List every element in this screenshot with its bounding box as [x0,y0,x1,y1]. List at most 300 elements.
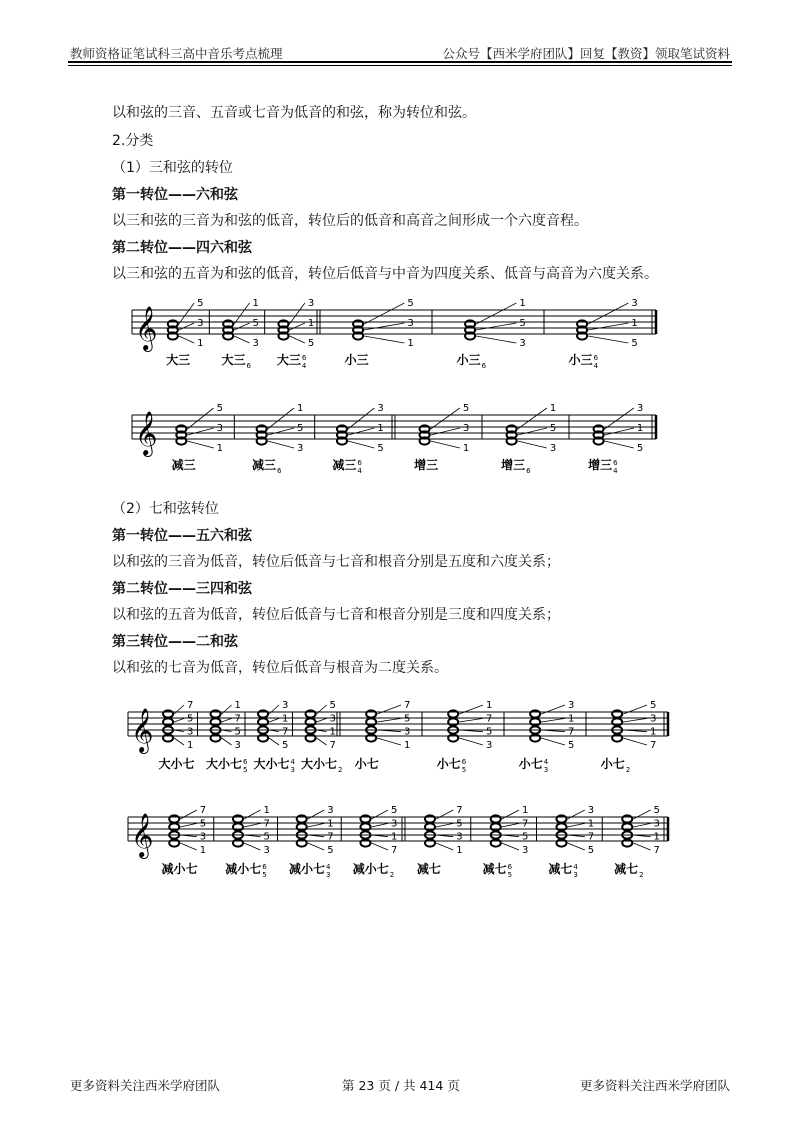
chord-name: 大三 [221,353,246,367]
label-leader-line [364,336,404,343]
note-head [169,839,179,846]
label-leader-line [174,738,184,745]
chord-name: 小七 [600,757,625,771]
interval-label: 1 [649,726,657,738]
chord-name: 减小七 [161,862,198,876]
note-head [425,839,435,846]
label-leader-line [518,408,547,429]
interval-label: 1 [519,298,526,309]
note-head [612,734,622,741]
label-leader-line [179,303,194,324]
label-leader-line [459,718,483,722]
note-head [612,718,622,725]
label-leader-line [222,705,232,714]
chord-name: 减小七 [225,862,262,876]
label-leader-line [187,428,213,435]
interval-label: 5 [653,805,660,816]
note-head [530,718,540,725]
label-leader-line [348,428,374,435]
interval-label: 1 [485,700,493,711]
note-head [297,823,307,830]
label-leader-line [567,810,584,819]
chord-name: 减七 [416,862,441,876]
note-head [622,823,632,830]
note-head [360,815,370,822]
figure-sub: 5 [243,766,248,774]
note-head [233,815,243,822]
interval-label: 3 [649,713,657,725]
interval-label: 7 [567,726,575,738]
label-leader-line [623,705,647,714]
figure-sub: 4 [613,467,618,475]
treble-clef-icon: 𝄞 [135,306,158,350]
interval-label: 7 [587,831,595,843]
header-rule-thin [68,65,732,66]
label-leader-line [436,810,453,819]
figure-sub: 2 [639,871,644,879]
interval-label: 1 [307,318,315,329]
label-leader-line [317,705,327,714]
chord-name: 大小七 [158,757,195,771]
note-head [211,734,221,741]
intro-text: 以和弦的三音、五音或七音为低音的和弦，称为转位和弦。 [112,105,476,121]
interval-label: 3 [296,443,304,454]
label-leader-line [518,441,547,448]
interval-label: 3 [252,338,259,349]
header-rule-thick [68,61,732,63]
interval-label: 1 [462,443,470,454]
figure-sup: 4 [325,863,331,871]
label-leader-line [317,738,327,745]
figure-sub: 4 [593,362,599,370]
label-leader-line [364,303,404,324]
seventh-staff-2 [0,795,800,885]
note-head [163,710,173,717]
note-head [622,839,632,846]
label-leader-line [377,738,401,745]
figure-sub: 3 [290,766,296,774]
label-leader-line [588,323,628,330]
label-leader-line [588,303,628,324]
interval-label: 1 [456,845,463,856]
header-left: 教师资格证笔试科三高中音乐考点梳理 [70,46,283,61]
chord-name: 减三 [332,458,357,472]
interval-label: 5 [307,338,315,349]
figure-sub: 5 [461,766,467,774]
label-leader-line [289,303,304,324]
label-leader-line [633,823,650,827]
interval-label: 1 [567,713,575,725]
interval-label: 7 [329,740,336,751]
chord-name: 大三 [276,353,301,367]
note-head [530,710,540,717]
figure-sub: 3 [573,871,578,879]
note-head [306,734,316,741]
note-head [448,710,458,717]
triad-staff-1 [0,290,800,380]
label-leader-line [317,718,327,722]
note-head [491,839,501,846]
interval-label: 5 [263,831,270,843]
label-leader-line [180,823,197,827]
figure-sup: 6 [243,758,248,766]
chord-name: 大三 [166,353,191,367]
interval-label: 3 [187,726,194,738]
label-leader-line [605,441,634,448]
interval-label: 5 [282,740,289,751]
label-leader-line [502,823,519,827]
note-head [169,823,179,830]
seventh-staff-1 [0,690,800,780]
note-head [258,710,268,717]
note-head [258,734,268,741]
label-leader-line [308,843,325,850]
interval-label: 5 [252,318,259,329]
interval-label: 3 [377,403,384,414]
chord-name: 增三 [414,458,439,472]
figure-sup: 6 [507,863,513,871]
interval-label: 5 [199,818,207,830]
interval-label: 1 [329,726,336,738]
interval-label: 3 [282,700,289,711]
interval-label: 3 [199,831,207,843]
label-leader-line [541,705,565,714]
interval-label: 3 [485,740,493,751]
label-leader-line [377,718,401,722]
figure-sub: 3 [543,766,549,774]
note-head [448,734,458,741]
interval-label: 3 [519,338,526,349]
treble-clef-icon: 𝄞 [131,708,154,752]
label-leader-line [623,718,647,722]
label-leader-line [459,705,483,714]
figure-sub: 3 [325,871,331,879]
interval-label: 3 [636,403,644,414]
label-leader-line [289,336,304,343]
label-leader-line [633,810,650,819]
label-leader-line [234,323,249,330]
label-leader-line [476,303,516,324]
interval-label: 1 [327,818,334,830]
interval-label: 3 [407,318,414,329]
interval-label: 3 [197,318,204,329]
label-leader-line [371,810,388,819]
note-head [306,710,316,717]
interval-label: 5 [403,713,411,725]
label-leader-line [567,823,584,827]
interval-label: 5 [519,318,526,329]
label-leader-line [234,336,249,343]
interval-label: 3 [567,700,575,711]
label-leader-line [244,843,261,850]
label-leader-line [222,718,232,722]
label-leader-line [222,738,232,745]
chord-name: 小七 [436,757,461,771]
label-leader-line [605,428,634,435]
label-leader-line [436,823,453,827]
note-head [211,718,221,725]
note-head [169,815,179,822]
interval-label: 3 [234,740,241,751]
interval-label: 1 [199,845,207,856]
interval-label: 7 [234,713,241,725]
classify-heading: 2.分类 [112,133,154,149]
seventh-second-inversion-text: 以和弦的五音为低音，转位后低音与七音和根音分别是三度和四度关系； [112,607,560,623]
label-leader-line [179,323,194,330]
label-leader-line [605,408,634,429]
note-head [163,734,173,741]
interval-label: 7 [187,700,194,711]
label-leader-line [234,303,249,324]
label-leader-line [431,441,460,448]
label-leader-line [518,428,547,435]
chord-name: 小七 [518,757,543,771]
interval-label: 1 [263,805,270,816]
figure-sup: 6 [593,354,599,362]
label-leader-line [348,408,374,429]
note-head [556,839,566,846]
interval-label: 3 [390,818,398,830]
label-leader-line [289,323,304,330]
figure-sup: 6 [461,758,467,766]
note-head [233,839,243,846]
interval-label: 5 [329,700,336,711]
figure-sup: 6 [301,354,307,362]
note-head [360,839,370,846]
interval-label: 7 [403,700,411,711]
interval-label: 7 [456,805,463,816]
chord-name: 小三 [568,353,593,367]
note-head [556,815,566,822]
interval-label: 5 [485,726,493,738]
chord-name: 小七 [354,757,379,771]
triad-staff-2 [0,395,800,485]
interval-label: 1 [187,740,194,751]
label-leader-line [269,718,279,722]
interval-label: 7 [485,713,493,725]
interval-label: 3 [653,818,660,830]
interval-label: 7 [522,818,529,830]
label-leader-line [308,823,325,827]
figure-sub: 6 [246,362,251,370]
label-leader-line [268,441,294,448]
interval-label: 3 [631,298,638,309]
chord-name: 增三 [588,458,613,472]
chord-name: 大小七 [253,757,290,771]
label-leader-line [348,441,374,448]
interval-label: 5 [327,845,334,856]
figure-sub: 5 [507,871,513,879]
interval-label: 5 [456,818,463,830]
label-leader-line [308,810,325,819]
note-head [297,815,307,822]
interval-label: 5 [649,700,657,711]
treble-clef-icon: 𝄞 [131,813,154,857]
interval-label: 1 [377,423,384,434]
interval-label: 5 [567,740,575,751]
interval-label: 1 [216,443,224,454]
interval-label: 5 [587,845,595,856]
note-head [556,823,566,830]
label-leader-line [633,843,650,850]
interval-label: 1 [390,831,398,843]
label-leader-line [371,843,388,850]
label-leader-line [431,428,460,435]
interval-label: 3 [327,805,334,816]
label-leader-line [180,843,197,850]
note-head [491,823,501,830]
label-leader-line [476,336,516,343]
figure-sub: 6 [277,467,282,475]
label-leader-line [431,408,460,429]
seventh-second-inversion-title: 第二转位——三四和弦 [112,581,252,597]
figure-sub: 6 [526,467,531,475]
label-leader-line [364,323,404,330]
interval-label: 1 [296,403,304,414]
interval-label: 5 [631,338,638,349]
note-head [491,815,501,822]
chord-name: 减七 [548,862,573,876]
seventh-section-heading: （2）七和弦转位 [112,501,219,517]
interval-label: 3 [587,805,595,816]
label-leader-line [476,323,516,330]
interval-label: 1 [403,740,411,751]
figure-sub: 4 [301,362,307,370]
label-leader-line [567,843,584,850]
chord-name: 增三 [501,458,526,472]
label-leader-line [371,823,388,827]
interval-label: 3 [462,423,470,434]
label-leader-line [459,738,483,745]
interval-label: 3 [216,423,224,434]
interval-label: 5 [216,403,224,414]
interval-label: 1 [549,403,557,414]
interval-label: 1 [282,713,289,725]
label-leader-line [268,408,294,429]
interval-label: 5 [390,805,398,816]
figure-sub: 5 [262,871,267,879]
label-leader-line [180,810,197,819]
interval-label: 7 [649,740,657,751]
note-head [211,710,221,717]
chord-name: 减小七 [288,862,325,876]
chord-name: 减七 [614,862,639,876]
label-leader-line [244,810,261,819]
figure-sub: 2 [338,766,343,774]
interval-label: 5 [462,403,470,414]
note-head [425,823,435,830]
interval-label: 5 [234,726,241,738]
note-head [360,823,370,830]
note-head [612,710,622,717]
figure-sub: 2 [625,766,631,774]
figure-sup: 4 [290,758,296,766]
label-leader-line [269,738,279,745]
figure-sub: 2 [389,871,395,879]
figure-sup: 6 [613,459,618,467]
header-right: 公众号【西米学府团队】回复【教资】领取笔试资料 [442,46,730,61]
interval-label: 5 [522,831,529,843]
treble-clef-icon: 𝄞 [135,411,158,455]
footer-left: 更多资料关注西米学府团队 [70,1078,221,1093]
page-number: 第 23 页 / 共 414 页 [342,1078,460,1093]
interval-label: 1 [631,318,638,329]
note-head [258,718,268,725]
interval-label: 5 [296,423,304,434]
note-head [163,718,173,725]
label-leader-line [244,823,261,827]
interval-label: 3 [307,298,315,309]
interval-label: 7 [390,845,398,856]
interval-label: 1 [653,831,660,843]
label-leader-line [541,738,565,745]
label-leader-line [502,810,519,819]
first-inversion-text: 以三和弦的三音为和弦的低音，转位后的低音和高音之间形成一个六度音程。 [112,213,588,229]
label-leader-line [623,738,647,745]
seventh-first-inversion-title: 第一转位——五六和弦 [112,528,252,544]
chord-name: 小三 [456,353,481,367]
second-inversion-title: 第二转位——四六和弦 [112,240,252,256]
chord-name: 减三 [171,458,196,472]
chord-name: 减七 [482,862,507,876]
interval-label: 7 [199,805,207,816]
chord-name: 小三 [344,353,369,367]
chord-name: 大小七 [301,757,338,771]
interval-label: 5 [377,443,384,454]
label-leader-line [541,718,565,722]
interval-label: 1 [407,338,414,349]
label-leader-line [588,336,628,343]
interval-label: 1 [522,805,529,816]
interval-label: 5 [407,298,414,309]
figure-sup: 4 [543,758,549,766]
note-head [233,823,243,830]
interval-label: 3 [263,845,270,856]
interval-label: 7 [653,845,660,856]
note-head [366,718,376,725]
interval-label: 5 [636,443,644,454]
note-head [425,815,435,822]
label-leader-line [377,705,401,714]
note-head [366,710,376,717]
chord-name: 大小七 [206,757,243,771]
interval-label: 3 [549,443,557,454]
footer-right: 更多资料关注西米学府团队 [579,1078,730,1093]
interval-label: 5 [549,423,557,434]
label-leader-line [268,428,294,435]
label-leader-line [174,718,184,722]
seventh-first-inversion-text: 以和弦的三音为低音，转位后低音与七音和根音分别是五度和六度关系； [112,554,560,570]
interval-label: 1 [252,298,259,309]
interval-label: 3 [456,831,463,843]
label-leader-line [174,705,184,714]
interval-label: 7 [263,818,270,830]
note-head [448,718,458,725]
interval-label: 1 [234,700,241,711]
note-head [622,815,632,822]
interval-label: 3 [522,845,529,856]
interval-label: 7 [327,831,334,843]
label-leader-line [269,705,279,714]
chord-name: 减三 [252,458,277,472]
figure-sub: 6 [481,362,487,370]
interval-label: 1 [636,423,644,434]
note-head [366,734,376,741]
seventh-third-inversion-title: 第三转位——二和弦 [112,634,238,650]
note-head [306,718,316,725]
second-inversion-text: 以三和弦的五音为和弦的低音，转位后低音与中音为四度关系、低音与高音为六度关系。 [112,266,658,282]
label-leader-line [187,408,213,429]
